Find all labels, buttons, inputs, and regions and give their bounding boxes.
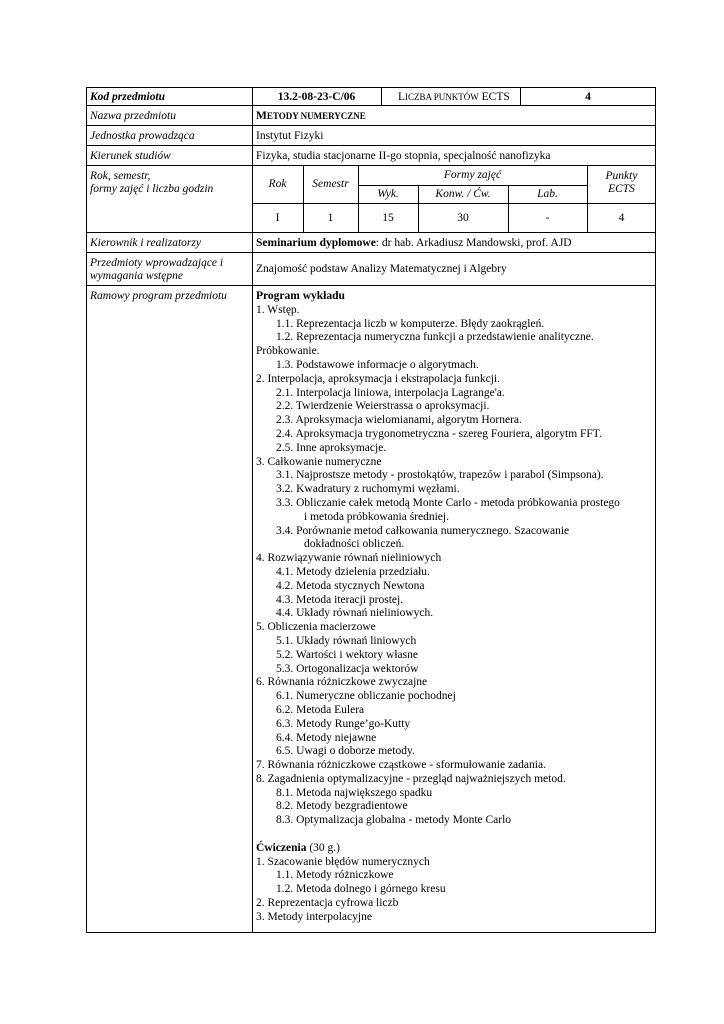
program-line: 8.2. Metody bezgradientowe [276, 800, 408, 813]
subtable-line [252, 203, 656, 204]
lab-value: - [545, 212, 550, 224]
przedmioty-value: Znajomość podstaw Analizy Matematycznej i Algebry [256, 263, 507, 275]
program-line: 8.1. Metoda największego spadku [276, 786, 433, 799]
punkty-header-line1: Punkty [605, 170, 638, 182]
punkty-header-line2: ECTS [608, 183, 635, 195]
subtable-line [358, 185, 587, 186]
program-line: 2.4. Aproksymacja trygonometryczna - szereg Fouriera, algorytm FFT. [276, 427, 602, 440]
row-line [86, 145, 656, 146]
kierownik-bold: Seminarium dyplomowe [256, 237, 376, 249]
program-line: 3.3. Obliczanie całek metodą Monte Carlo - metoda próbkowania prostego [276, 496, 620, 509]
program-line: 1. Szacowanie błędów numerycznych [256, 855, 430, 868]
program-line: 5. Obliczenia macierzowe [256, 621, 376, 634]
rok-label-line2: formy zajęć i liczba godzin [90, 183, 214, 195]
ects-label-initial: L [398, 91, 406, 103]
program-line: 6.2. Metoda Eulera [276, 703, 365, 716]
program-line: 5.3. Ortogonalizacja wektorów [276, 662, 419, 675]
program-line: Próbkowanie. [256, 345, 320, 358]
przedmioty-label-line2: wymagania wstępne [90, 270, 183, 282]
program-line: 4.4. Układy równań nieliniowych. [276, 607, 434, 620]
cell-divider [381, 87, 382, 105]
cwiczenia-heading [256, 842, 656, 856]
formy-header: Formy zajęć [443, 169, 502, 181]
jednostka-label: Jednostka prowadząca [90, 130, 195, 142]
row-line [86, 232, 656, 233]
program-line: 1.2. Metoda dolnego i górnego kresu [276, 883, 446, 896]
nazwa-smallcaps: ETODY NUMERYCZNE [266, 111, 366, 121]
wyk-header: Wyk. [377, 188, 399, 200]
nazwa-initial: M [256, 110, 267, 122]
ects-label-smallcaps: ICZBA PUNKTÓW [405, 92, 479, 102]
program-line: 5.2. Wartości i wektory własne [276, 648, 418, 661]
program-line: 1.1. Reprezentacja liczb w komputerze. Błędy zaokrągleń. [276, 317, 545, 330]
program-line: 1.3. Podstawowe informacje o algorytmach. [276, 358, 479, 371]
kod-label: Kod przedmiotu [90, 91, 166, 103]
cwiczenia-rest: (30 g.) [306, 841, 341, 854]
program-line: 3.4. Porównanie metod całkowania numerycznego. Szacowanie [276, 524, 570, 537]
program-line: 3.2. Kwadratury z ruchomymi węzłami. [276, 483, 460, 496]
program-line: dokładności obliczeń. [304, 538, 405, 551]
program-line: 1. Wstęp. [256, 303, 300, 316]
row-line [86, 105, 656, 106]
program-line: 6.4. Metody niejawne [276, 731, 377, 744]
nazwa-label: Nazwa przedmiotu [90, 110, 176, 122]
program-line: 6.1. Numeryczne obliczanie pochodnej [276, 690, 456, 703]
kierownik-rest: : dr hab. Arkadiusz Mandowski, prof. AJD [375, 237, 572, 249]
wyk-value: 15 [382, 212, 394, 224]
program-heading: Program wykładu [256, 290, 345, 302]
program-line: 3. Metody interpolacyjne [256, 910, 372, 923]
ects-label [398, 90, 510, 104]
konw-header: Konw. / Ćw. [435, 188, 491, 200]
program-line: 6. Równania różniczkowe zwyczajne [256, 676, 428, 689]
program-line: 6.3. Metody Runge’go-Kutty [276, 717, 411, 730]
program-list [256, 290, 656, 925]
nazwa-value [256, 109, 366, 123]
przedmioty-label-line1: Przedmioty wprowadzające i [90, 257, 224, 269]
konw-value: 30 [457, 212, 469, 224]
rok-header: Rok [268, 178, 287, 190]
program-line: 2.3. Aproksymacja wielomianami, algorytm Hornera. [276, 414, 522, 427]
program-line: 8.3. Optymalizacja globalna - metody Monte Carlo [276, 814, 512, 827]
cwiczenia-bold: Ćwiczenia [256, 841, 307, 854]
program-line: i metoda próbkowania średniej. [304, 510, 449, 523]
semestr-value: 1 [327, 212, 334, 224]
kierunek-label: Kierunek studiów [90, 150, 171, 162]
program-line: 2. Interpolacja, aproksymacja i ekstrapolacja funkcji. [256, 372, 500, 385]
program-line: 7. Równania różniczkowe cząstkowe - sformułowanie zadania. [256, 759, 546, 772]
rok-label-line1: Rok, semestr, [90, 170, 151, 182]
program-line: 3. Całkowanie numeryczne [256, 455, 382, 468]
program-line: 2.2. Twierdzenie Weierstrassa o aproksymacji. [276, 400, 490, 413]
spacer [256, 828, 656, 842]
program-line: 4.3. Metoda iteracji prostej. [276, 593, 404, 606]
program-line: 2. Reprezentacja cyfrowa liczb [256, 897, 399, 910]
program-line: 2.1. Interpolacja liniowa, interpolacja Lagrange'a. [276, 386, 505, 399]
lecture-lines [256, 304, 656, 828]
kierownik-label: Kierownik i realizatorzy [90, 237, 201, 249]
kod-value: 13.2-08-23-C/06 [277, 91, 356, 103]
program-line: 6.5. Uwagi o doborze metody. [276, 745, 415, 758]
program-line: 2.5. Inne aproksymacje. [276, 441, 387, 454]
jednostka-value: Instytut Fizyki [256, 130, 324, 142]
semestr-header: Semestr [312, 178, 349, 190]
program-line: 4. Rozwiązywanie równań nieliniowych [256, 552, 442, 565]
ects-value: 4 [585, 91, 591, 103]
row-line [86, 252, 656, 253]
kierunek-value: Fizyka, studia stacjonarne II-go stopnia, specjalność nanofizyka [256, 150, 551, 162]
row-line [86, 165, 656, 166]
program-line: 1.1. Metody różniczkowe [276, 869, 394, 882]
program-line: 4.1. Metody dzielenia przedziału. [276, 565, 430, 578]
ects-label-suffix: ECTS [478, 91, 510, 103]
kierownik-value [256, 236, 572, 250]
cwiczenia-lines [256, 856, 656, 925]
rok-value: I [275, 212, 280, 224]
program-line: 3.1. Najprostsze metody - prostokątów, trapezów i parabol (Simpsona). [276, 469, 604, 482]
program-line: 5.1. Układy równań liniowych [276, 634, 417, 647]
program-line: 4.2. Metoda stycznych Newtona [276, 579, 425, 592]
program-line: 8. Zagadnienia optymalizacyjne - przegląd najważniejszych metod. [256, 772, 566, 785]
row-line [86, 125, 656, 126]
ramowy-label: Ramowy program przedmiotu [90, 290, 227, 302]
row-line [86, 285, 656, 286]
punkty-value: 4 [618, 212, 625, 224]
program-line: 1.2. Reprezentacja numeryczna funkcji a przedstawienie analityczne. [276, 331, 594, 344]
lab-header: Lab. [537, 188, 558, 200]
